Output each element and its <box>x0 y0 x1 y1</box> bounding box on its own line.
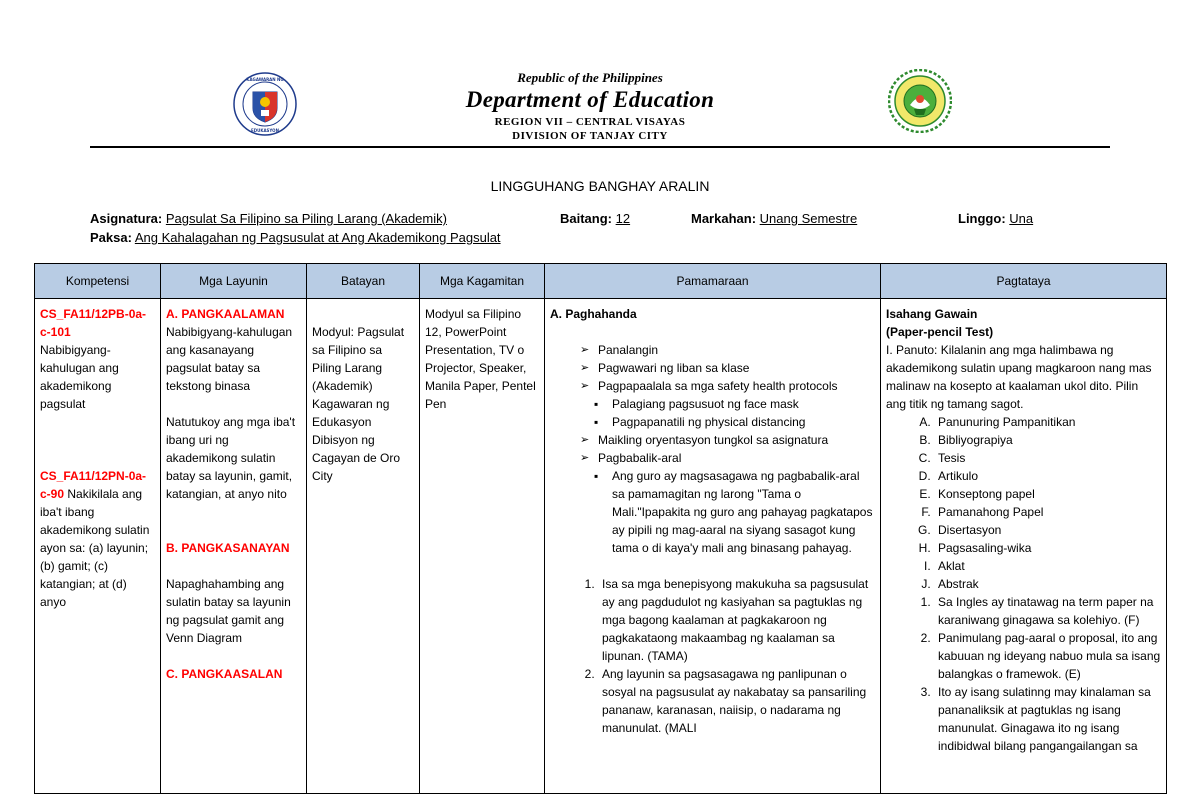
header-pamamaraan: Pamamaraan <box>545 264 881 299</box>
header-layunin: Mga Layunin <box>161 264 307 299</box>
list-item: ➢ Pagwawari ng liban sa klase <box>580 359 875 377</box>
pamamaraan-cell <box>545 299 881 794</box>
header-kagamitan: Mga Kagamitan <box>420 264 545 299</box>
list-item: I. Aklat <box>934 557 1161 575</box>
list-item: ▪ Pagpapanatili ng physical distancing <box>594 413 875 431</box>
division-seal-logo <box>888 69 952 133</box>
list-item: J. Abstrak <box>934 575 1161 593</box>
linggo-value: Una <box>1009 211 1034 226</box>
region-line: REGION VII – CENTRAL VISAYAS <box>494 116 686 128</box>
header-divider <box>90 146 1110 148</box>
competency-code-2: CS_FA11/12PN-0a-c-90 <box>40 469 147 501</box>
baitang-field <box>560 211 630 226</box>
choices-list <box>886 413 1161 593</box>
linggo-label: Linggo: <box>958 211 1006 226</box>
header-kompetensi: Kompetensi <box>35 264 161 299</box>
division-line: DIVISION OF TANJAY CITY <box>512 130 668 142</box>
competency-text-2: Nakikilala ang iba't ibang akademikong sulatin ayon sa: (a) layunin; (b) gamit; (c) katangian; at (d) anyo <box>40 487 150 609</box>
list-item: ➢ Maikling oryentasyon tungkol sa asignatura <box>580 431 875 449</box>
layunin-a-text-1: Nabibigyang-kahulugan ang kasanayang pagsulat batay sa tekstong binasa <box>166 325 293 393</box>
layunin-c-heading: C. PANGKAASALAN <box>166 667 283 681</box>
header-batayan: Batayan <box>307 264 420 299</box>
list-item: A. Panunuring Pampanitikan <box>934 413 1161 431</box>
layunin-b-text: Napaghahambing ang sulatin batay sa layunin ng pagsulat gamit ang Venn Diagram <box>166 577 291 645</box>
layunin-a-text-2: Natutukoy ang mga iba't ibang uri ng akademikong sulatin batay sa layunin, gamit, katangian, at anyo nito <box>166 415 296 501</box>
asignatura-value: Pagsulat Sa Filipino sa Piling Larang (Akademik) <box>165 211 447 226</box>
list-item: 1. Sa Ingles ay tinatawag na term paper na karaniwang ginagawa sa kolehiyo. (F) <box>934 593 1161 629</box>
tama-o-mali-list <box>550 575 875 737</box>
table-row <box>35 299 1167 794</box>
kagamitan-text: Modyul sa Filipino 12, PowerPoint Presentation, TV o Projector, Speaker, Manila Paper, Pentel Pen <box>425 307 536 411</box>
layunin-b-heading: B. PANGKASANAYAN <box>166 541 290 555</box>
list-item: F. Pamanahong Papel <box>934 503 1161 521</box>
asignatura-field <box>90 211 447 226</box>
pagtataya-cell <box>881 299 1167 794</box>
batayan-cell <box>307 299 420 794</box>
paksa-label: Paksa: <box>90 230 132 245</box>
republic-line: Republic of the Philippines <box>517 70 663 85</box>
markahan-value: Unang Semestre <box>759 211 858 226</box>
list-item: 2. Ang layunin sa pagsasagawa ng panlipunan o sosyal na pagsusulat ay nakabatay sa pansariling pananaw, karanasan, naiisip, o nadarama ng manunulat. (MALI <box>598 665 875 737</box>
lesson-plan-table <box>34 263 1167 794</box>
pagtataya-subheading: (Paper-pencil Test) <box>886 325 994 339</box>
document-title: LINGGUHANG BANGHAY ARALIN <box>490 178 710 194</box>
panuto-text: I. Panuto: Kilalanin ang mga halimbawa ng akademikong sulatin upang magkaroon nang mas malinaw na kosepto at kaalaman ukol dito. Pilin ang titik ng tamang sagot. <box>886 343 1152 411</box>
balik-aral-list <box>550 467 875 557</box>
protocols-list <box>550 395 875 431</box>
deped-seal-logo <box>233 72 297 136</box>
list-item: 3. Ito ay isang sulatinng may kinalaman sa pananaliksik at pagtuklas ng isang manunulat. Ginagawa ito ng isang indibidwal bilang pangangailangan sa <box>934 683 1161 755</box>
list-item: C. Tesis <box>934 449 1161 467</box>
layunin-cell <box>161 299 307 794</box>
table-header-row <box>35 264 1167 299</box>
kompetensi-cell <box>35 299 161 794</box>
paksa-field <box>90 230 501 245</box>
svg-text:EDUKASYON: EDUKASYON <box>251 128 279 133</box>
competency-2 <box>40 469 149 609</box>
paghahanda-heading: A. Paghahanda <box>550 307 637 321</box>
svg-text:KAGAWARAN NG: KAGAWARAN NG <box>246 77 284 82</box>
list-item: B. Bibliyograpiya <box>934 431 1161 449</box>
paghahanda-list-2 <box>550 431 875 467</box>
asignatura-label: Asignatura: <box>90 211 163 226</box>
list-item: ➢ Pagbabalik-aral <box>580 449 875 467</box>
baitang-label: Baitang: <box>560 211 612 226</box>
list-item: 2. Panimulang pag-aaral o proposal, ito ang kabuuan ng ideyang nabuo mula sa isang balangkas o framewok. (E) <box>934 629 1161 683</box>
list-item: ➢ Pagpapaalala sa mga safety health protocols <box>580 377 875 395</box>
list-item: H. Pagsasaling-wika <box>934 539 1161 557</box>
paghahanda-list <box>550 341 875 395</box>
list-item: ▪ Ang guro ay magsasagawa ng pagbabalik-aral sa pamamagitan ng larong "Tama o Mali."Ipapakita ng guro ang pahayag pagkatapos ay pipili ng mag-aaral na siyang sasagot kung tama o di kaya'y mali ang binasang pahayag. <box>594 467 875 557</box>
list-item: ▪ Palagiang pagsusuot ng face mask <box>594 395 875 413</box>
pagtataya-heading: Isahang Gawain <box>886 307 978 321</box>
markahan-label: Markahan: <box>691 211 757 226</box>
list-item: 1. Isa sa mga benepisyong makukuha sa pagsusulat ay ang pagdudulot ng kasiyahan sa pagtuklas ng mga bagong kaalaman at pagkakaroon ng pagkakataong makaambag ng kaalaman sa lipunan. (TAMA) <box>598 575 875 665</box>
batayan-text: Modyul: Pagsulat sa Filipino sa Piling Larang (Akademik) Kagawaran ng Edukasyon Dibisyon ng Cagayan de Oro City <box>312 325 405 483</box>
layunin-a-heading: A. PANGKAALAMAN <box>166 307 285 321</box>
paksa-value: Ang Kahalagahan ng Pagsusulat at Ang Akademikong Pagsulat <box>134 230 501 245</box>
list-item: D. Artikulo <box>934 467 1161 485</box>
kagamitan-cell <box>420 299 545 794</box>
list-item: G. Disertasyon <box>934 521 1161 539</box>
department-name: Department of Education <box>465 87 715 112</box>
baitang-value: 12 <box>615 211 631 226</box>
questions-list <box>886 593 1161 755</box>
header-pagtataya: Pagtataya <box>881 264 1167 299</box>
markahan-field <box>691 211 857 226</box>
competency-text-1: Nabibigyang-kahulugan ang akademikong pagsulat <box>40 343 119 411</box>
list-item: E. Konseptong papel <box>934 485 1161 503</box>
linggo-field <box>958 211 1033 226</box>
list-item: ➢ Panalangin <box>580 341 875 359</box>
competency-code-1: CS_FA11/12PB-0a-c-101 <box>40 307 147 339</box>
